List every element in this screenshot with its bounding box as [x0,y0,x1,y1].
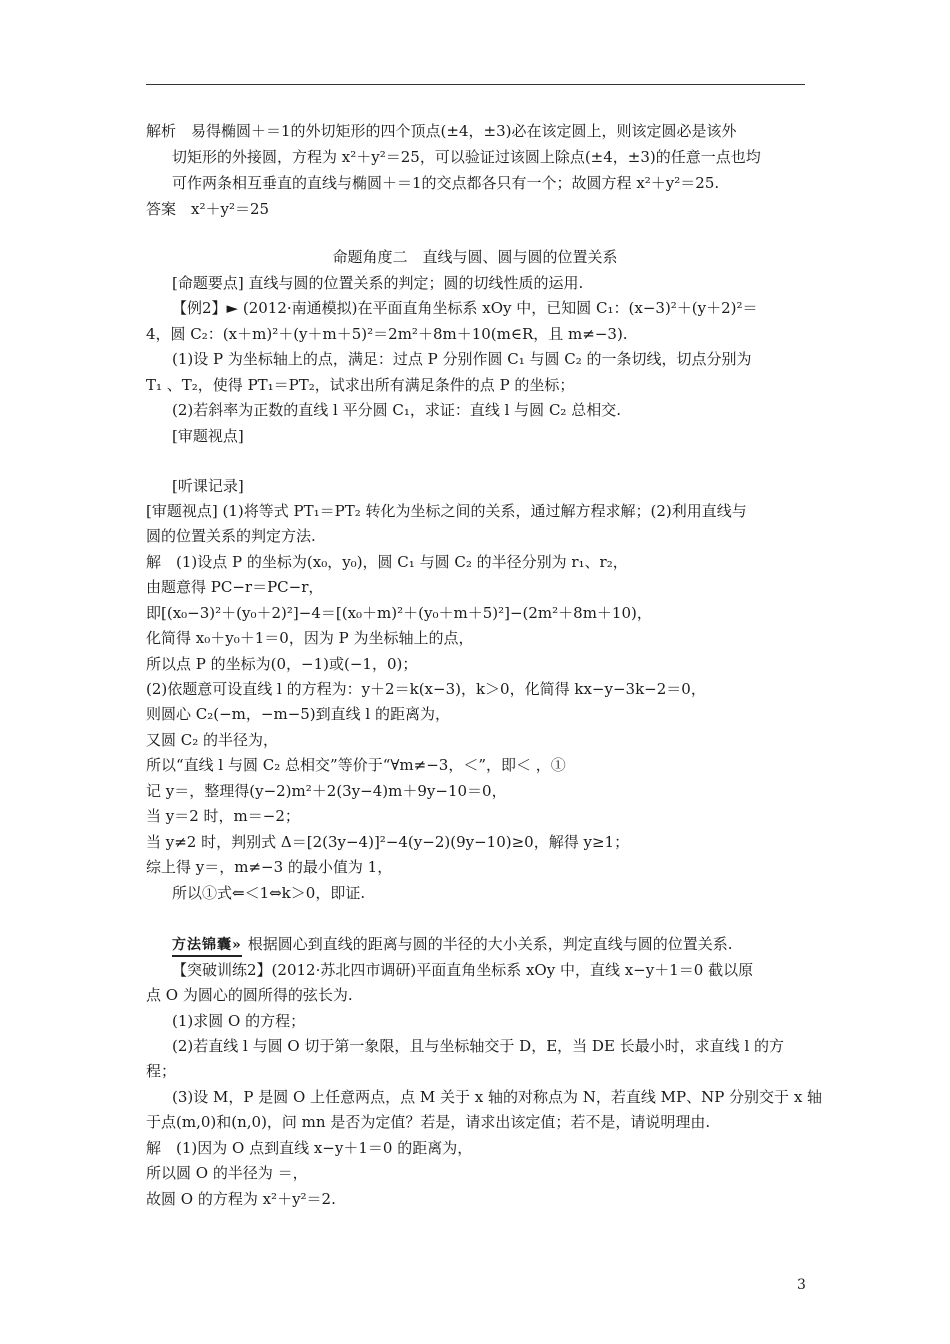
example-question-2: (2)若斜率为正数的直线 l 平分圆 C₁，求证：直线 l 与圆 C₂ 总相交. [172,401,621,419]
method-badge: 方法锦囊» [172,935,242,957]
example-question-1-cont: T₁ 、T₂，使得 PT₁＝PT₂，试求出所有满足条件的点 P 的坐标； [146,376,575,394]
training-question-2-cont: 程； [146,1062,177,1080]
solution-step: 当 y＝2 时，m＝−2； [146,807,300,825]
solution-step: 所以点 P 的坐标为(0，−1)或(−1，0)； [146,655,418,673]
review-viewpoint-label: [审题视点] [172,427,244,445]
training-line: 【突破训练2】(2012·苏北四市调研)平面直角坐标系 xOy 中，直线 x−y＋1＝0 截以原 [172,961,754,979]
solution-step: 由题意得 PC−r＝PC−r， [146,578,324,596]
solution-step: 综上得 y＝，m≠−3 的最小值为 1， [146,858,393,876]
header-rule [146,84,805,85]
analysis-line: 圆的位置关系的判定方法. [146,527,316,545]
analysis-line: [审题视点] (1)将等式 PT₁＝PT₂ 转化为坐标之间的关系，通过解方程求解；(2)利用直线与 [146,502,747,520]
solution-step: (2)依题意可设直线 l 的方程为：y＋2＝k(x−3)，k＞0，化简得 kx−y−3k−2＝0， [146,680,706,698]
section-title: 命题角度二 直线与圆、圆与圆的位置关系 [332,248,618,266]
training-solution: 所以圆 O 的半径为 ＝， [146,1164,308,1182]
example-line: 4，圆 C₂：(x＋m)²＋(y＋m＋5)²＝2m²＋8m＋10(m∈R，且 m≠−3). [146,325,628,343]
solution-step: 化简得 x₀＋y₀＋1＝0，因为 P 为坐标轴上的点， [146,629,474,647]
solution-line: 切矩形的外接圆，方程为 x²＋y²＝25，可以验证过该圆上除点(±4，±3)的任意一点也均 [172,148,761,166]
example-line: 【例2】► (2012·南通模拟)在平面直角坐标系 xOy 中，已知圆 C₁：(x−3)²＋(y＋2)²＝ [172,299,758,317]
solution-step: 所以①式⇐＜1⇔k＞0，即证. [172,884,366,902]
example-question-1: (1)设 P 为坐标轴上的点，满足：过点 P 分别作圆 C₁ 与圆 C₂ 的一条切线，切点分别为 [172,350,752,368]
training-question-3-cont: 于点(m,0)和(n,0)，问 mn 是否为定值？若是，请求出该定值；若不是，请说明理由. [146,1113,711,1131]
training-solution: 故圆 O 的方程为 x²＋y²＝2. [146,1190,336,1208]
solution-line: 可作两条相互垂直的直线与椭圆＋＝1的交点都各只有一个；故圆方程 x²＋y²＝25. [172,174,720,192]
training-question-3: (3)设 M，P 是圆 O 上任意两点，点 M 关于 x 轴的对称点为 N，若直线 MP、NP 分别交于 x 轴 [172,1088,823,1106]
answer-line: 答案 x²＋y²＝25 [146,200,270,218]
method-tip [172,934,733,957]
solution-step: 记 y＝，整理得(y−2)m²＋2(3y−4)m＋9y−10＝0， [146,782,507,800]
page-number: 3 [797,1277,806,1293]
training-line: 点 O 为圆心的圆所得的弦长为. [146,986,353,1004]
training-question-2: (2)若直线 l 与圆 O 切于第一象限，且与坐标轴交于 D，E，当 DE 长最小时，求直线 l 的方 [172,1037,785,1055]
training-solution: 解 (1)因为 O 点到直线 x−y＋1＝0 的距离为， [146,1139,473,1157]
lecture-notes-label: [听课记录] [172,477,244,495]
solution-step: 又圆 C₂ 的半径为， [146,731,279,749]
key-points: [命题要点] 直线与圆的位置关系的判定；圆的切线性质的运用. [172,274,584,292]
solution-step: 当 y≠2 时，判别式 Δ＝[2(3y−4)]²−4(y−2)(9y−10)≥0，解得 y≥1； [146,833,630,851]
training-question-1: (1)求圆 O 的方程； [172,1012,306,1030]
solution-step: 则圆心 C₂(−m，−m−5)到直线 l 的距离为， [146,705,450,723]
solution-line: 解析 易得椭圆＋＝1的外切矩形的四个顶点(±4，±3)必在该定圆上，则该定圆必是该外 [146,122,737,140]
solution-step: 所以“直线 l 与圆 C₂ 总相交”等价于“∀m≠−3，＜”，即＜ ，① [146,756,566,774]
method-text: 根据圆心到直线的距离与圆的半径的大小关系，判定直线与圆的位置关系. [247,935,733,953]
solution-step: 即[(x₀−3)²＋(y₀＋2)²]−4＝[(x₀＋m)²＋(y₀＋m＋5)²]−(2m²＋8m＋10)， [146,604,652,622]
solution-step: 解 (1)设点 P 的坐标为(x₀，y₀)，圆 C₁ 与圆 C₂ 的半径分别为 r₁、r₂， [146,553,628,571]
